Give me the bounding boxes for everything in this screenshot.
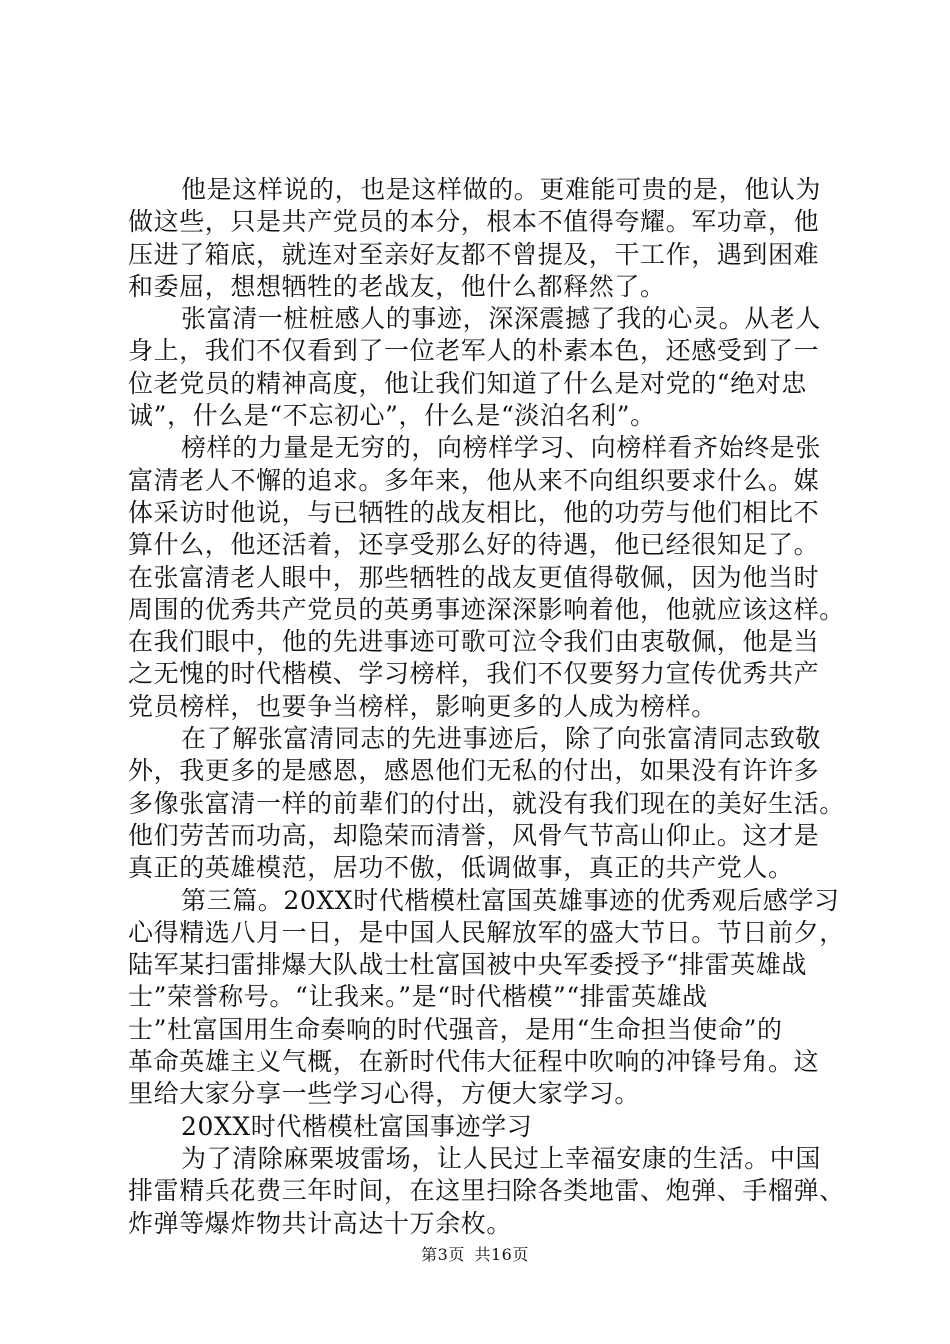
text-line: 陆军某扫雷排爆大队战士杜富国被中央军委授予“排雷英雄战 <box>128 950 807 980</box>
text-line: 在了解张富清同志的先进事迹后，除了向张富清同志致敬 <box>181 724 822 754</box>
text-line: 在张富清老人眼中，那些牺牲的战友更值得敬佩，因为他当时 <box>128 562 820 592</box>
subheading-line: 20XX时代楷模杜富国事迹学习 <box>181 1111 533 1141</box>
text-line: 排雷精兵花费三年时间，在这里扫除各类地雷、炮弹、手榴弹、 <box>128 1176 845 1206</box>
text-line: 他是这样说的，也是这样做的。更难能可贵的是，他认为 <box>181 175 822 204</box>
document-body <box>128 174 845 1240</box>
text-line: 革命英雄主义气概，在新时代伟大征程中吹响的冲锋号角。这 <box>128 1047 820 1077</box>
text-line: 在我们眼中，他的先进事迹可歌可泣令我们由衷敬佩，他是当 <box>128 627 820 657</box>
text-line: 身上，我们不仅看到了一位老军人的朴素本色，还感受到了一 <box>128 336 820 366</box>
page-total: 共16页 <box>474 1245 529 1264</box>
text-line: 算什么，他还活着，还享受那么好的待遇，他已经很知足了。 <box>128 530 820 560</box>
text-line: 富清老人不懈的追求。多年来，他从来不向组织要求什么。媒 <box>128 465 820 495</box>
page-footer <box>0 1242 950 1265</box>
text-line: 心得精选八月一日，是中国人民解放军的盛大节日。节日前夕， <box>128 917 845 947</box>
text-line: 真正的英雄模范，居功不傲，低调做事，真正的共产党人。 <box>128 853 794 883</box>
text-line: 炸弹等爆炸物共计高达十万余枚。 <box>128 1208 513 1238</box>
text-line: 之无愧的时代楷模、学习榜样，我们不仅要努力宣传优秀共产 <box>128 659 820 689</box>
text-line: 体采访时他说，与已牺牲的战友相比，他的功劳与他们相比不 <box>128 497 820 527</box>
text-line: 党员榜样，也要争当榜样，影响更多的人成为榜样。 <box>128 691 717 721</box>
text-line: 做这些，只是共产党员的本分，根本不值得夸耀。军功章，他 <box>128 207 820 237</box>
section-heading-line: 第三篇。20XX时代楷模杜富国英雄事迹的优秀观后感学习 <box>181 885 840 915</box>
text-line: 多像张富清一样的前辈们的付出，就没有我们现在的美好生活。 <box>128 788 845 818</box>
text-line: 张富清一桩桩感人的事迹，深深震撼了我的心灵。从老人 <box>181 304 822 334</box>
text-line: 他们劳苦而功高，却隐荣而清誉，风骨气节高山仰止。这才是 <box>128 820 820 850</box>
text-line: 周围的优秀共产党员的英勇事迹深深影响着他，他就应该这样。 <box>128 594 845 624</box>
text-line: 榜样的力量是无穷的，向榜样学习、向榜样看齐始终是张 <box>181 433 822 463</box>
text-line: 压进了箱底，就连对至亲好友都不曾提及，干工作，遇到困难 <box>128 239 820 269</box>
text-line: 里给大家分享一些学习心得，方便大家学习。 <box>128 1079 641 1109</box>
text-line: 外，我更多的是感恩，感恩他们无私的付出，如果没有许许多 <box>128 756 820 786</box>
text-line: 诚”，什么是“不忘初心”，什么是“淡泊名利”。 <box>128 401 656 431</box>
text-line: 为了清除麻栗坡雷场，让人民过上幸福安康的生活。中国 <box>181 1143 822 1173</box>
text-line: 位老党员的精神高度，他让我们知道了什么是对党的“绝对忠 <box>128 368 807 398</box>
text-line: 和委屈，想想牺牲的老战友，他什么都释然了。 <box>128 271 666 301</box>
text-line: 士”杜富国用生命奏响的时代强音，是用“生命担当使命”的 <box>128 1014 783 1044</box>
page-number: 第3页 <box>421 1245 465 1264</box>
text-line: 士”荣誉称号。“让我来。”是“时代楷模”“排雷英雄战 <box>128 982 708 1012</box>
